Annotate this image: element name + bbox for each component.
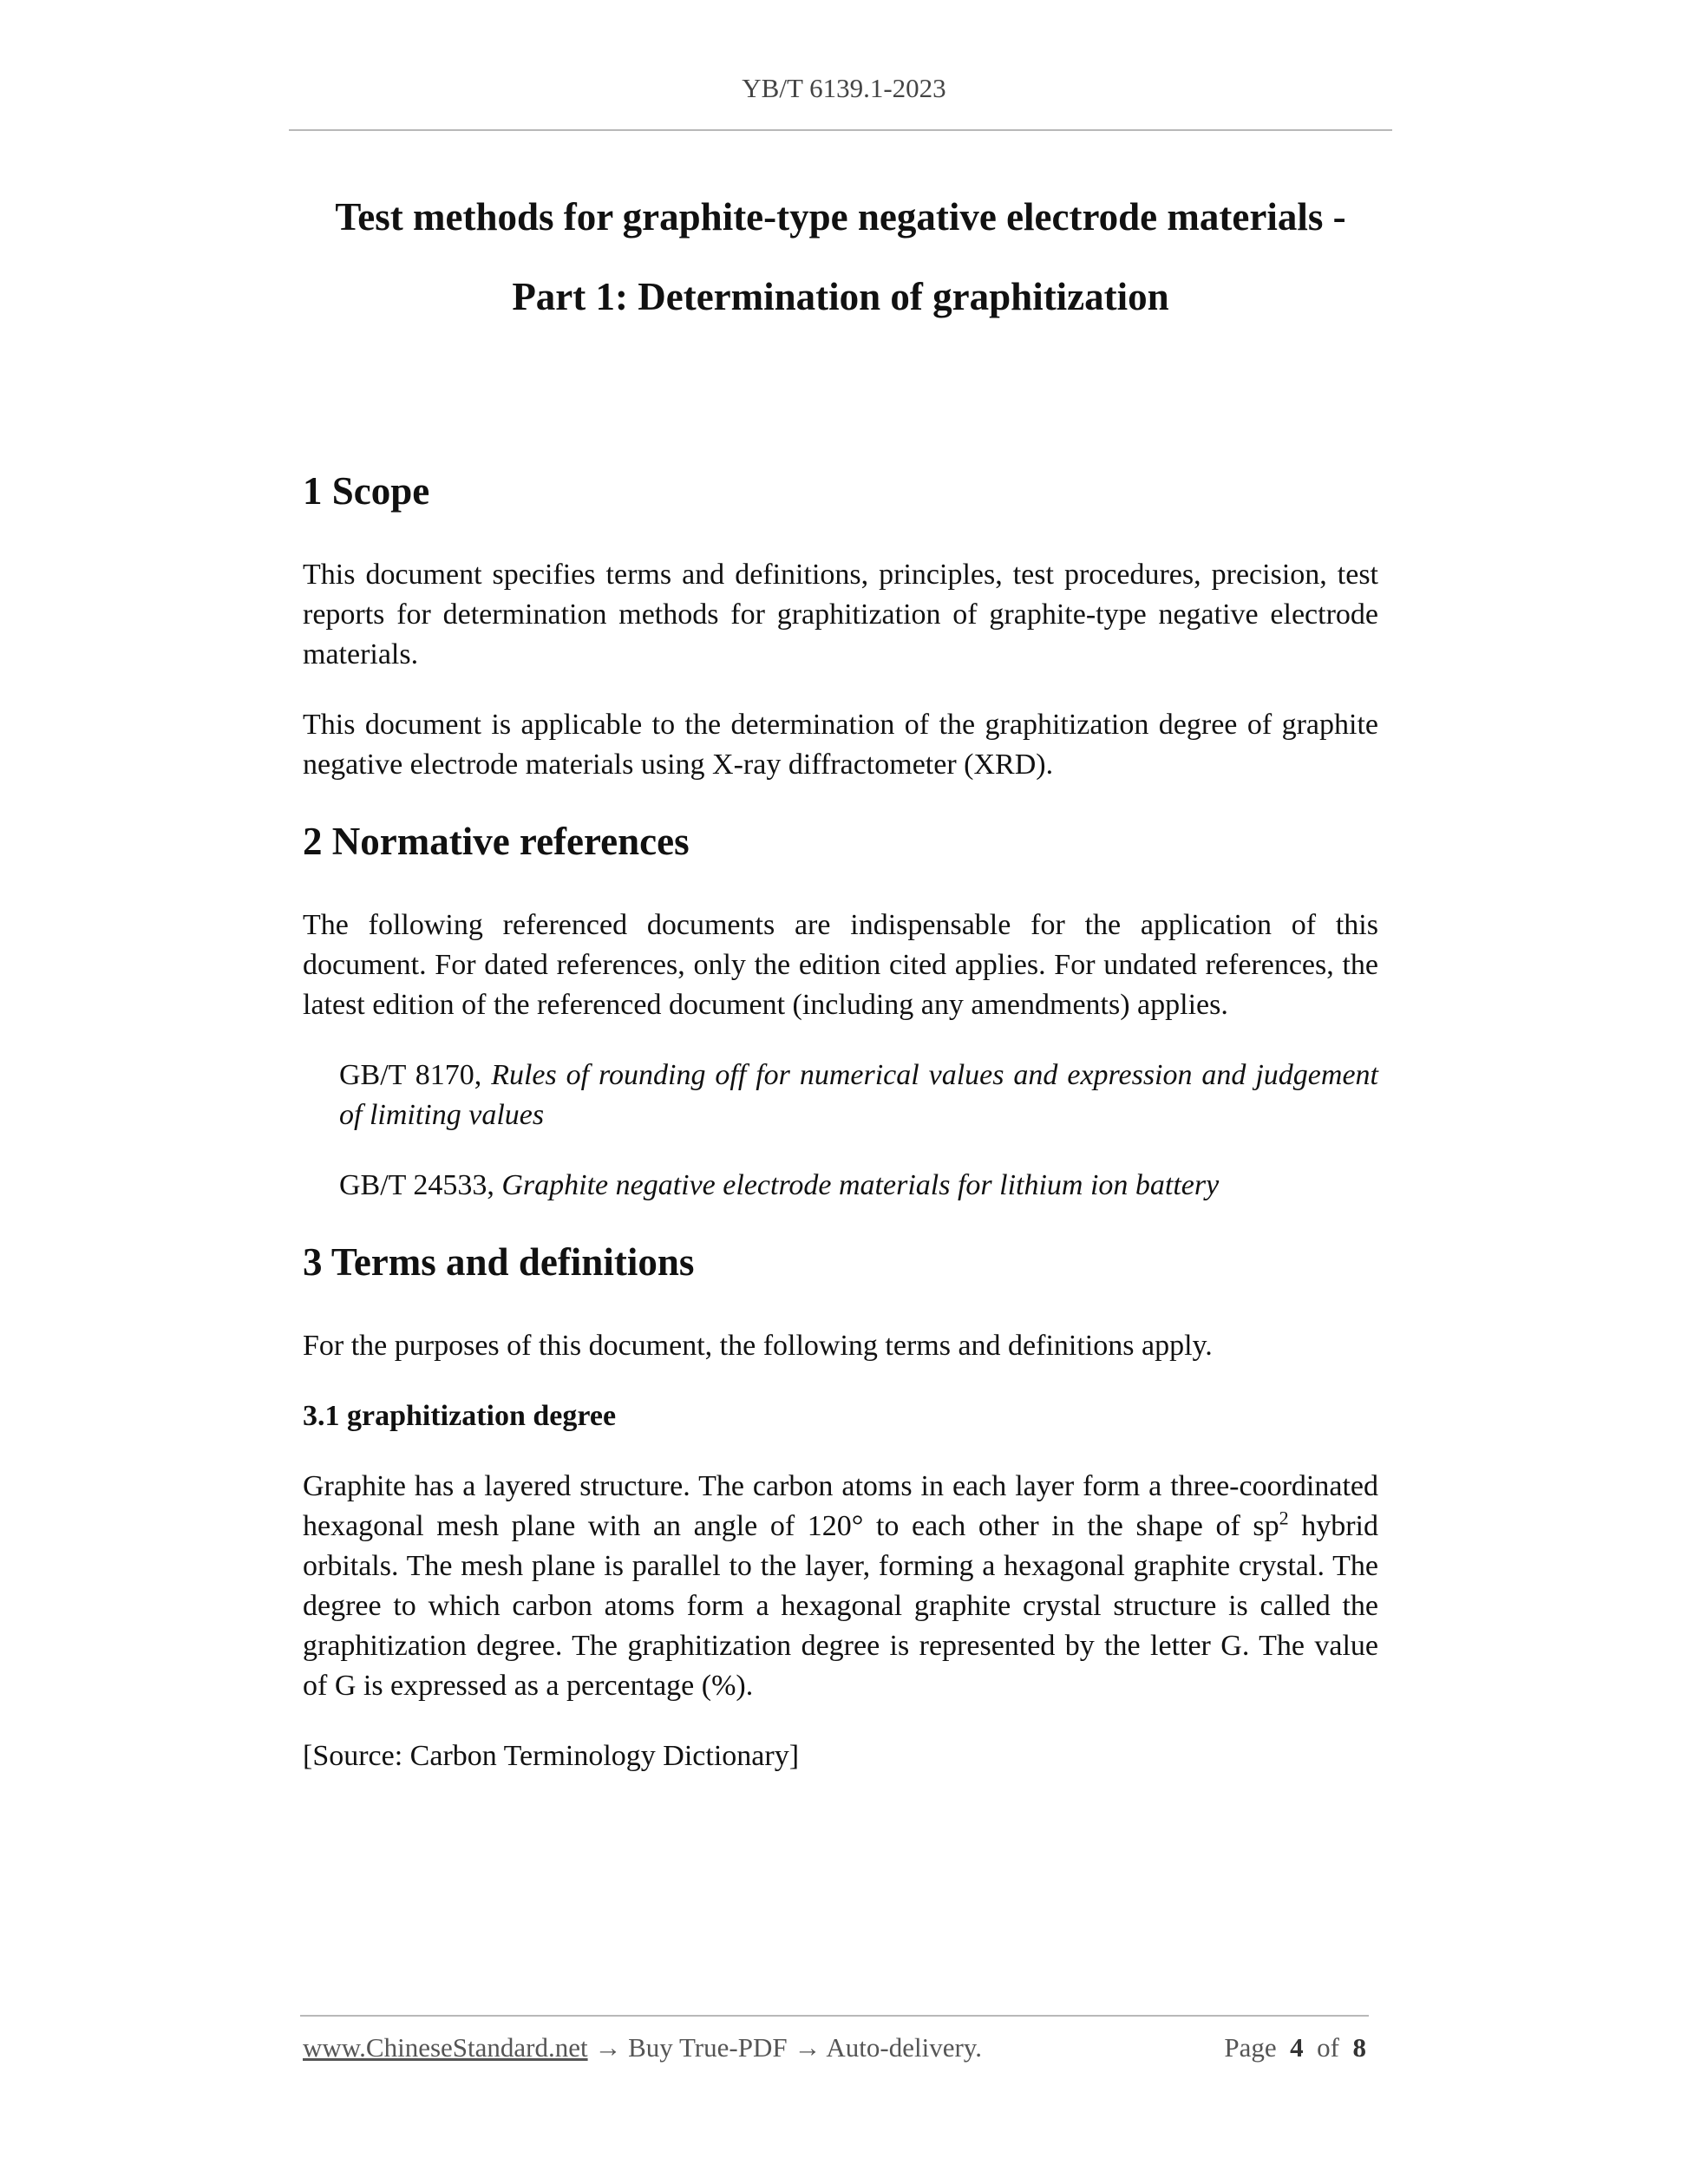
section-heading-normative-references: 2 Normative references [303, 820, 690, 863]
term-definition-paragraph [303, 1467, 1378, 1706]
section-heading-terms: 3 Terms and definitions [303, 1240, 695, 1284]
reference-title: Rules of rounding off for numerical values and expression and judgement of limiting values [339, 1059, 1378, 1131]
scope-paragraph-1: This document specifies terms and definitions, principles, test procedures, precision, test reports for determination methods for graphitization of graphite-type negative electrode materials. [303, 559, 1378, 670]
definition-text-part-2: hybrid orbitals. The mesh plane is parallel to the layer, forming a hexagonal graphite crystal. The degree to which carbon atoms form a hexagonal graphite crystal structure is called the graphitization degree. The graphitization degree is represented by the letter G. The value of G is expressed as a percentage (%). [303, 1510, 1378, 1702]
section-heading-scope: 1 Scope [303, 469, 430, 513]
reference-item [339, 1056, 1378, 1135]
buy-true-pdf-text: Buy True-PDF [628, 2032, 788, 2063]
chinese-standard-link[interactable]: www.ChineseStandard.net [303, 2032, 588, 2063]
auto-delivery-text: Auto-delivery. [826, 2032, 983, 2063]
page-current: 4 [1290, 2032, 1304, 2063]
document-code-header: YB/T 6139.1-2023 [742, 73, 946, 103]
reference-code: GB/T 24533, [339, 1169, 502, 1201]
document-body [303, 465, 1378, 1807]
footer-promo [303, 2032, 982, 2063]
reference-title: Graphite negative electrode materials for lithium ion battery [501, 1169, 1220, 1201]
arrow-right-icon: → [594, 2032, 622, 2063]
scope-paragraph-2: This document is applicable to the determination of the graphitization degree of graphite negative electrode materials using X-ray diffractometer (XRD). [303, 709, 1378, 781]
document-title-line-2: Part 1: Determination of graphitization [512, 275, 1169, 318]
header-divider [289, 129, 1392, 131]
term-heading-graphitization-degree: 3.1 graphitization degree [303, 1400, 617, 1432]
definition-text-part-1: Graphite has a layered structure. The carbon atoms in each layer form a three-coordinated hexagonal mesh plane with an angle of 120° to each other in the shape of sp [303, 1470, 1378, 1542]
terms-intro-paragraph: For the purposes of this document, the following terms and definitions apply. [303, 1330, 1213, 1362]
reference-code: GB/T 8170, [339, 1059, 492, 1091]
arrow-right-icon: → [794, 2032, 821, 2063]
term-source: [Source: Carbon Terminology Dictionary] [303, 1740, 800, 1772]
footer-divider [300, 2015, 1369, 2017]
page-label: Page [1224, 2032, 1277, 2063]
document-title-line-1: Test methods for graphite-type negative electrode materials - [335, 195, 1346, 239]
page-number [1224, 2032, 1366, 2063]
page-of-label: of [1317, 2032, 1339, 2063]
reference-item [339, 1166, 1378, 1206]
superscript-2: 2 [1279, 1507, 1289, 1529]
normative-paragraph: The following referenced documents are indispensable for the application of this document. For dated references, only the edition cited applies. For undated references, the latest edition of the referenced document (including any amendments) applies. [303, 909, 1378, 1021]
page-total: 8 [1352, 2032, 1366, 2063]
